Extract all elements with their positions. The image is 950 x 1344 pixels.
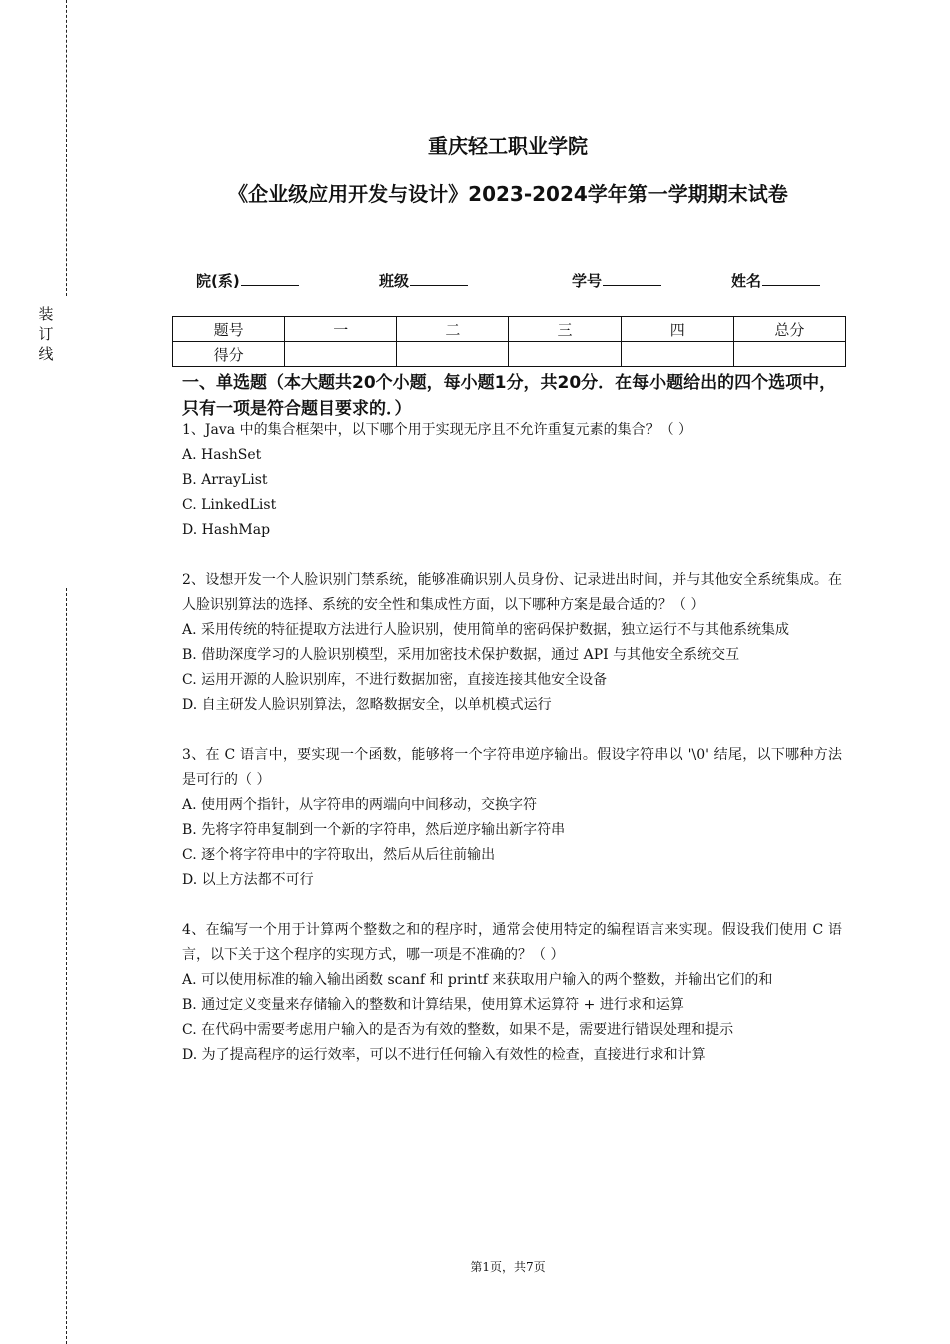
student-id-field[interactable] [572,270,661,291]
score-header-cell: 二 [397,317,509,342]
section-heading: 一、单选题（本大题共20个小题，每小题1分，共20分．在每小题给出的四个选项中，只有一项是符合题目要求的．） [182,373,837,419]
binding-char: 线 [38,345,54,363]
score-header-cell: 三 [509,317,621,342]
score-cell[interactable] [397,342,509,367]
binding-line-bottom [66,588,67,1344]
score-row-label: 得分 [173,342,285,367]
question-stem: 2、设想开发一个人脸识别门禁系统，能够准确识别人员身份、记录进出时间，并与其他安全系统集成。在人脸识别算法的选择、系统的安全性和集成性方面，以下哪种方案是最合适的？（ ） [182,572,842,613]
score-header-cell: 总分 [733,317,845,342]
option-d: D. 以上方法都不可行 [182,872,314,888]
class-blank[interactable] [410,271,468,286]
option-c: C. 逐个将字符串中的字符取出，然后从后往前输出 [182,847,496,863]
option-b: B. 通过定义变量来存储输入的整数和计算结果，使用算术运算符 + 进行求和运算 [182,997,684,1013]
option-a: A. HashSet [182,447,262,463]
score-value-row [173,342,846,367]
binding-char: 订 [38,325,54,343]
question-1 [182,418,842,543]
page-number: 第1页，共7页 [470,1260,546,1274]
question-stem: 1、Java 中的集合框架中，以下哪个用于实现无序且不允许重复元素的集合？（ ） [182,422,693,438]
question-stem: 3、在 C 语言中，要实现一个函数，能够将一个字符串逆序输出。假设字符串以 '\0' 结尾，以下哪种方法是可行的（ ） [182,747,842,788]
option-b: B. ArrayList [182,472,268,488]
department-field[interactable] [196,270,299,291]
score-cell[interactable] [285,342,397,367]
questions-container [182,418,842,1093]
class-field[interactable] [379,270,468,291]
binding-label [37,304,55,364]
class-label: 班级 [379,272,410,290]
department-blank[interactable] [241,271,299,286]
score-header-cell: 四 [621,317,733,342]
department-label: 院(系) [196,272,240,290]
score-cell[interactable] [621,342,733,367]
question-3 [182,743,842,893]
school-name: 重庆轻工职业学院 [428,134,588,158]
option-b: B. 借助深度学习的人脸识别模型，采用加密技术保护数据，通过 API 与其他安全系统交互 [182,647,740,663]
exam-title: 《企业级应用开发与设计》2023-2024学年第一学期期末试卷 [228,182,788,206]
score-table [172,316,846,367]
name-field[interactable] [731,270,820,291]
score-header-row [173,317,846,342]
student-id-blank[interactable] [603,271,661,286]
score-header-cell: 一 [285,317,397,342]
question-4 [182,918,842,1068]
name-blank[interactable] [762,271,820,286]
option-a: A. 采用传统的特征提取方法进行人脸识别，使用简单的密码保护数据，独立运行不与其他系统集成 [182,622,790,638]
score-cell[interactable] [509,342,621,367]
binding-char: 装 [38,305,54,323]
option-a: A. 可以使用标准的输入输出函数 scanf 和 printf 来获取用户输入的两个整数，并输出它们的和 [182,972,773,988]
option-c: C. 运用开源的人脸识别库，不进行数据加密，直接连接其他安全设备 [182,672,608,688]
option-c: C. LinkedList [182,497,277,513]
option-d: D. 为了提高程序的运行效率，可以不进行任何输入有效性的检查，直接进行求和计算 [182,1047,706,1063]
question-stem: 4、在编写一个用于计算两个整数之和的程序时，通常会使用特定的编程语言来实现。假设我们使用 C 语言，以下关于这个程序的实现方式，哪一项是不准确的？（ ） [182,922,842,963]
score-header-cell: 题号 [173,317,285,342]
option-c: C. 在代码中需要考虑用户输入的是否为有效的整数，如果不是，需要进行错误处理和提示 [182,1022,734,1038]
option-d: D. HashMap [182,522,271,538]
score-cell[interactable] [733,342,845,367]
question-2 [182,568,842,718]
option-d: D. 自主研发人脸识别算法，忽略数据安全，以单机模式运行 [182,697,552,713]
option-b: B. 先将字符串复制到一个新的字符串，然后逆序输出新字符串 [182,822,566,838]
name-label: 姓名 [731,272,762,290]
student-id-label: 学号 [572,272,603,290]
option-a: A. 使用两个指针，从字符串的两端向中间移动，交换字符 [182,797,538,813]
